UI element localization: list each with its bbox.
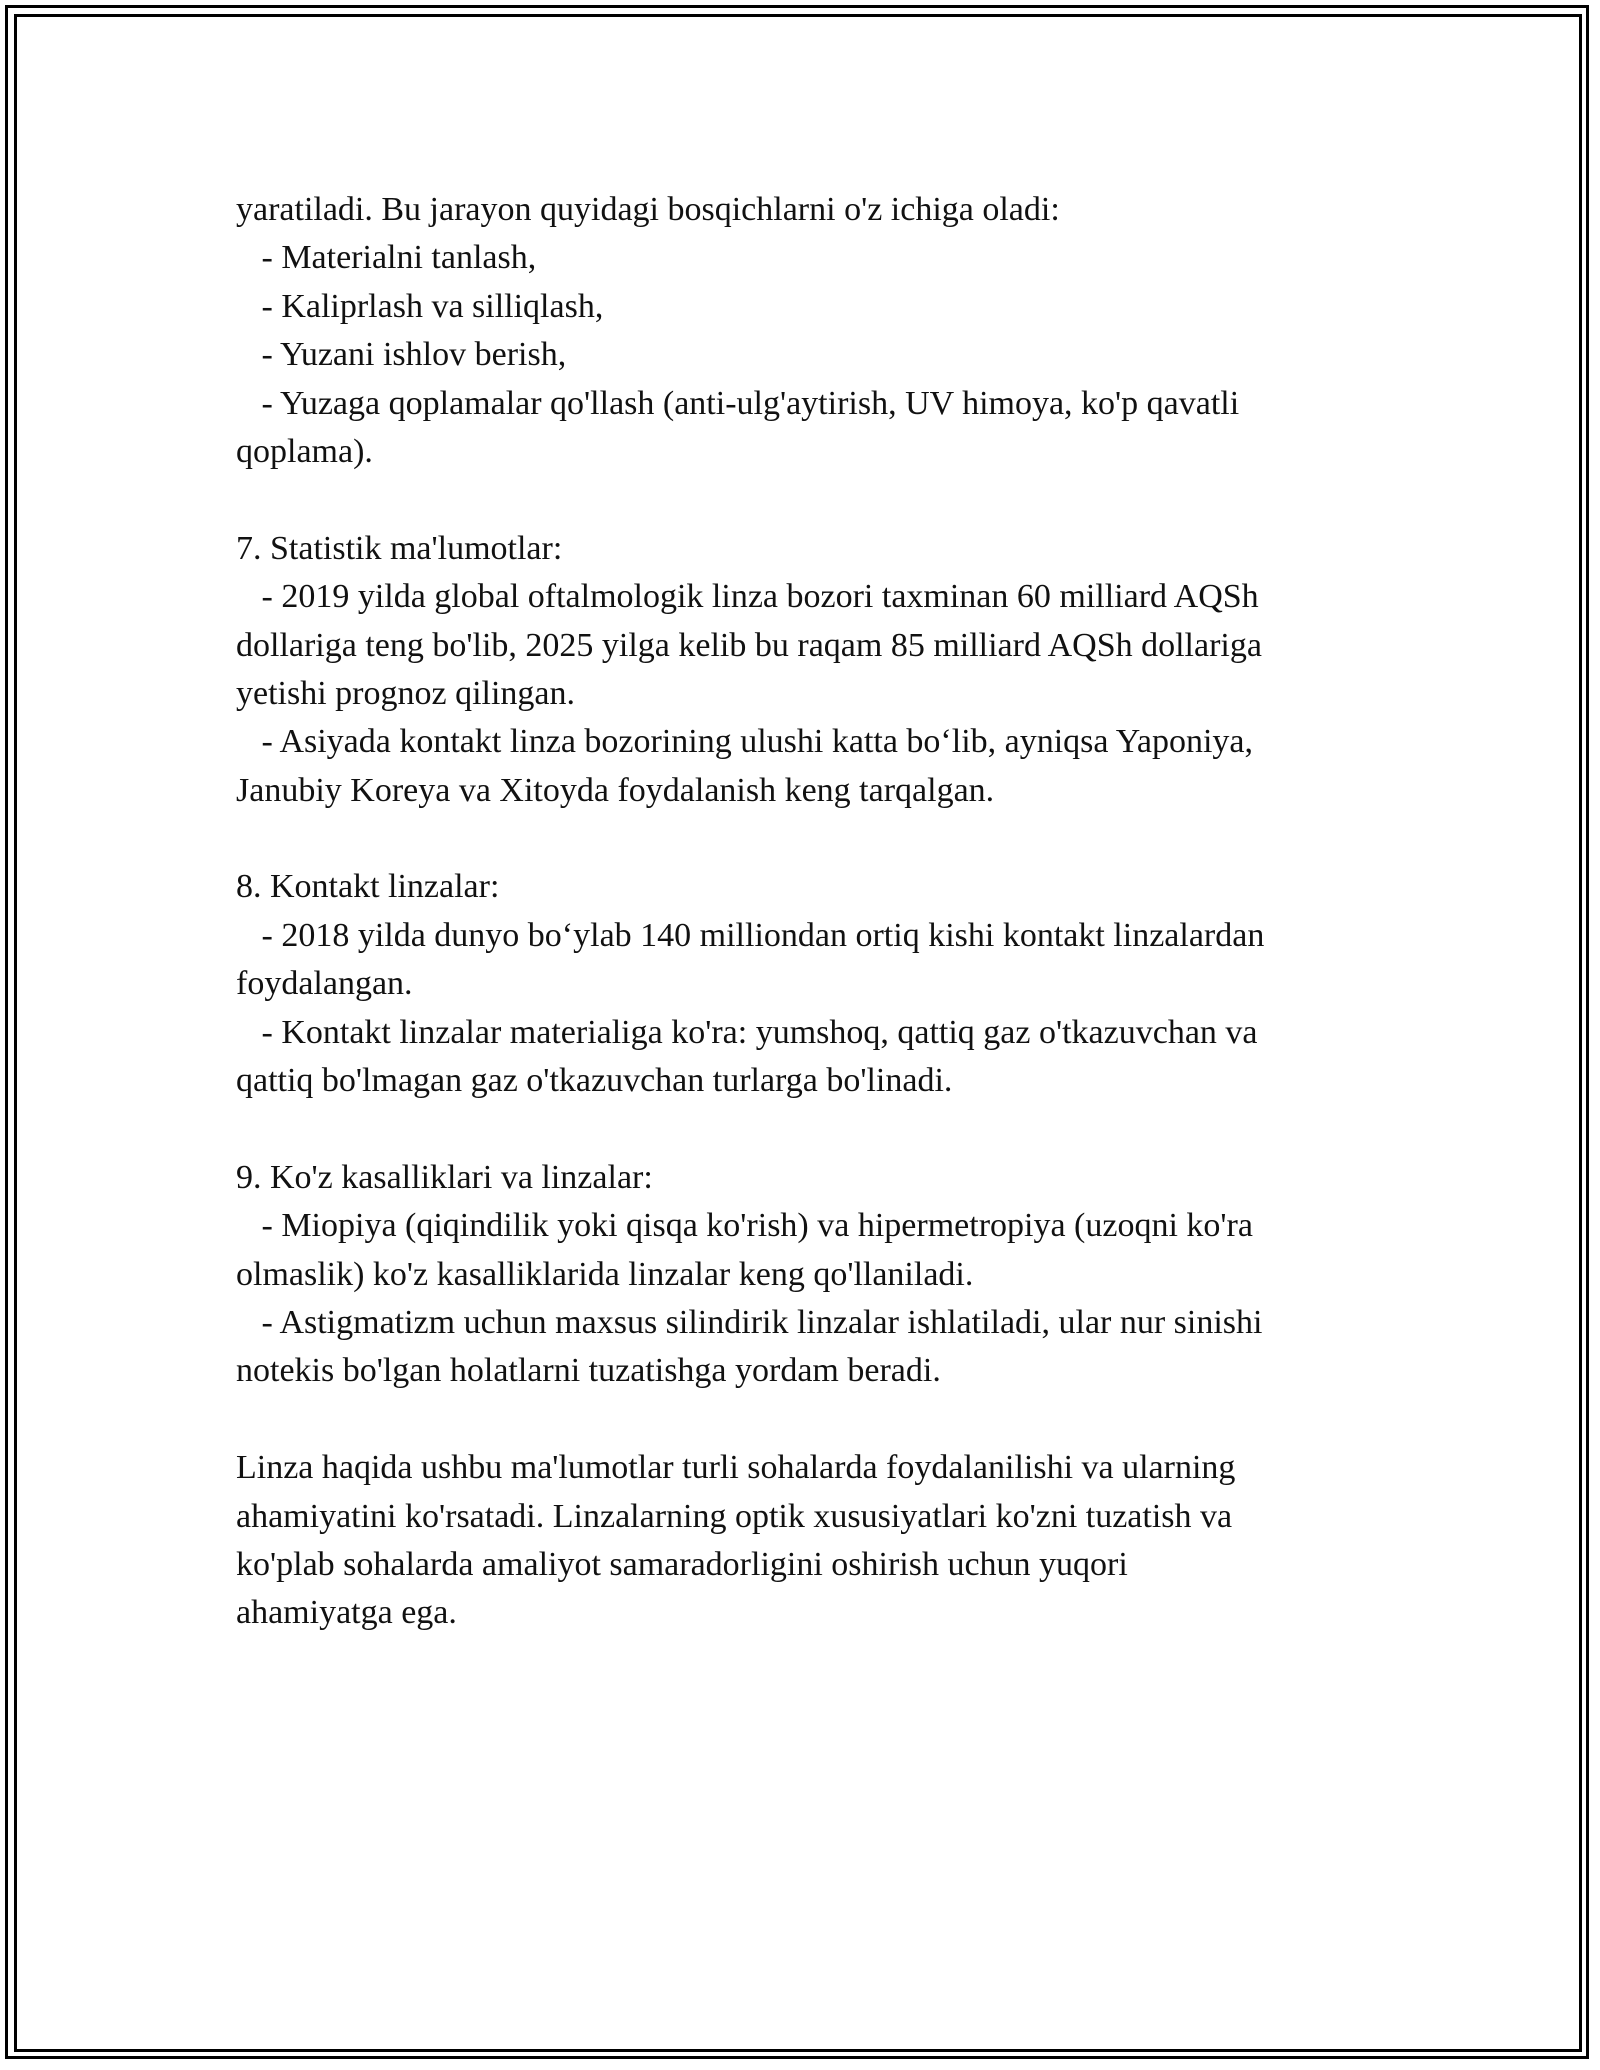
text-line: notekis bo'lgan holatlarni tuzatishga yordam beradi. [236,1352,941,1390]
spacer [236,476,1366,524]
bullet-line: - Yuzaga qoplamalar qo'llash (anti-ulg'aytirish, UV himoya, ko'p qavatli [236,384,1240,422]
bullet-line: - Kontakt linzalar materialiga ko'ra: yumshoq, qattiq gaz o'tkazuvchan va [236,1013,1258,1051]
section-heading: 9. Ko'z kasalliklari va linzalar: [236,1158,653,1196]
text-line: yaratiladi. Bu jarayon quyidagi bosqichlarni o'z ichiga oladi: [236,191,1060,228]
text-line: qattiq bo'lmagan gaz o'tkazuvchan turlarga bo'linadi. [236,1062,953,1100]
section-7 [236,525,1366,815]
bullet-line: - Yuzani ishlov berish, [236,336,567,374]
intro-paragraph [236,186,1366,476]
text-line: yetishi prognoz qilingan. [236,674,576,712]
section-heading: 8. Kontakt linzalar: [236,868,500,906]
text-line: Linza haqida ushbu ma'lumotlar turli sohalarda foydalanilishi va ularning [236,1449,1236,1487]
text-line: foydalangan. [236,965,413,1003]
text-line: ahamiyatga ega. [236,1594,457,1632]
text-line: olmaslik) ko'z kasalliklarida linzalar keng qo'llaniladi. [236,1255,974,1293]
text-line: Janubiy Koreya va Xitoyda foydalanish keng tarqalgan. [236,771,995,809]
bullet-line: - Asiyada kontakt linza bozorining ulushi katta bo‘lib, ayniqsa Yaponiya, [236,723,1254,761]
text-line: ko'plab sohalarda amaliyot samaradorligini oshirish uchun yuqori [236,1545,1128,1583]
text-line: ahamiyatini ko'rsatadi. Linzalarning optik xususiyatlari ko'zni tuzatish va [236,1497,1233,1535]
document-body [236,186,1366,1638]
section-heading: 7. Statistik ma'lumotlar: [236,529,563,567]
bullet-line: - Kaliprlash va silliqlash, [236,287,604,325]
conclusion-paragraph [236,1444,1366,1638]
bullet-line: - Miopiya (qiqindilik yoki qisqa ko'rish) va hipermetropiya (uzoqni ko'ra [236,1207,1253,1245]
spacer [236,1105,1366,1153]
bullet-line: - Materialni tanlash, [236,239,537,277]
section-9 [236,1154,1366,1396]
text-line: qoplama). [236,432,373,470]
bullet-line: - Astigmatizm uchun maxsus silindirik linzalar ishlatiladi, ular nur sinishi [236,1303,1263,1341]
spacer [236,815,1366,863]
section-8 [236,863,1366,1105]
bullet-line: - 2019 yilda global oftalmologik linza bozori taxminan 60 milliard AQSh [236,578,1259,616]
bullet-line: - 2018 yilda dunyo bo‘ylab 140 milliondan ortiq kishi kontakt linzalardan [236,916,1265,954]
text-line: dollariga teng bo'lib, 2025 yilga kelib bu raqam 85 milliard AQSh dollariga [236,626,1262,664]
spacer [236,1396,1366,1444]
